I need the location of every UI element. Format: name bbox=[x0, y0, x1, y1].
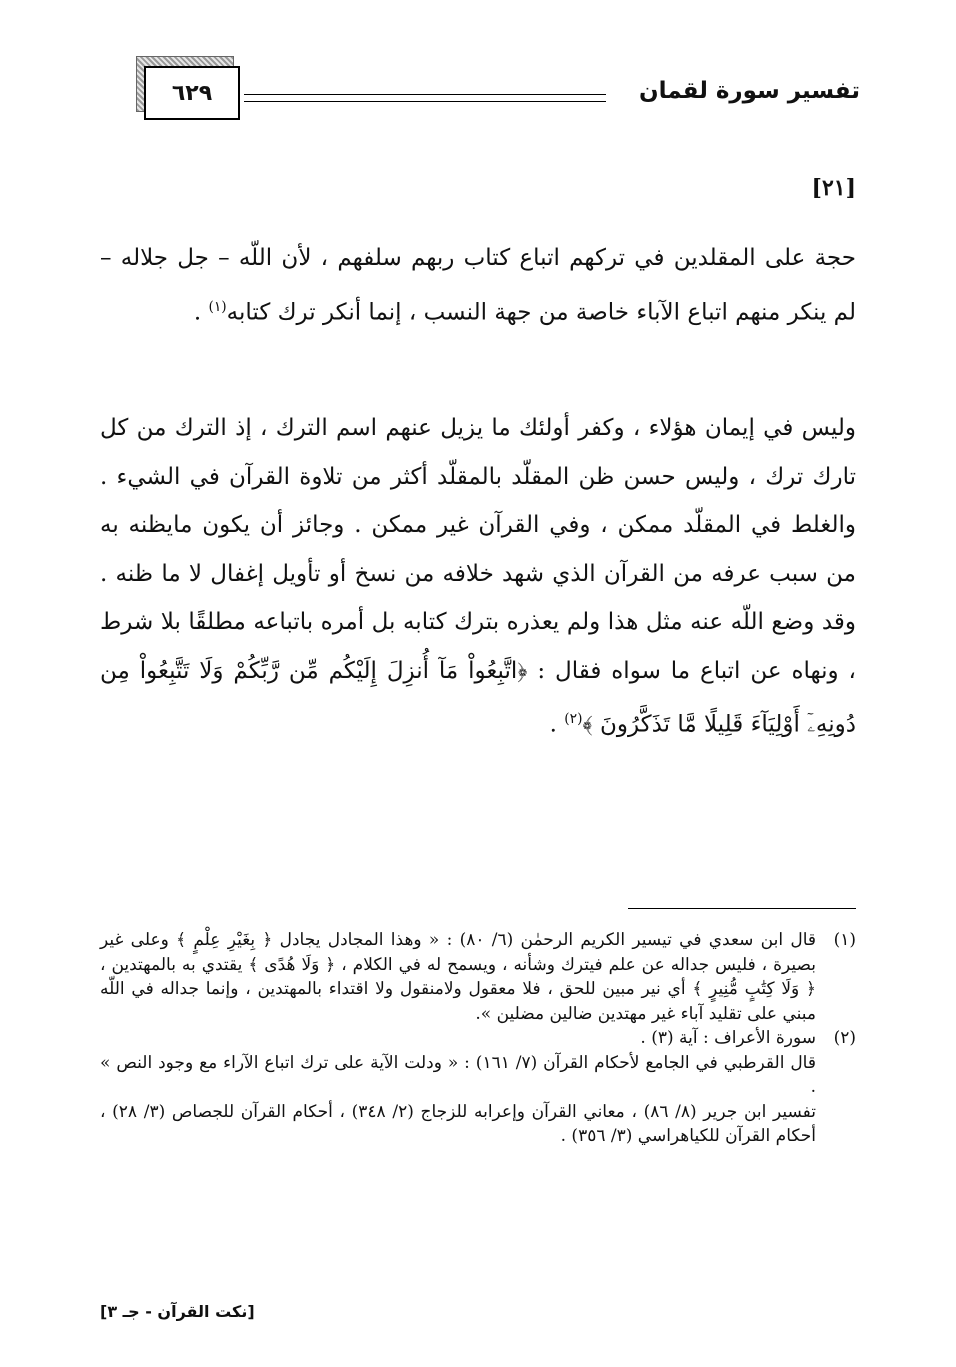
paragraph-1 bbox=[100, 234, 856, 337]
page-number-box bbox=[144, 66, 240, 120]
paragraph-2-tail: . bbox=[549, 711, 565, 738]
footnote-1 bbox=[100, 928, 856, 1026]
page-number: ٦٢٩ bbox=[171, 80, 213, 106]
footnote-2-line-3: تفسير ابن جرير (٨/ ٨٦) ، معاني القرآن وإعرابه للزجاج (٢/ ٣٤٨) ، أحكام القرآن للجصاص (٣/ ٢٨) ، أحكام القرآن للكياهراسي (٣/ ٣٥٦) . bbox=[100, 1101, 817, 1146]
footnote-1-body bbox=[100, 928, 816, 1026]
footnotes bbox=[100, 928, 856, 1149]
paragraph-1-text: حجة على المقلدين في تركهم اتباع كتاب ربهم سلفهم ، لأن اللّه – جل جلاله – لم ينكر منهم اتباع الآباء خاصة من جهة النسب ، إنما أنكر ترك كتابه bbox=[100, 245, 856, 326]
section-number: [٢١] bbox=[811, 175, 856, 201]
footnote-2-line-2: قال القرطبي في الجامع لأحكام القرآن (٧/ ١٦١) : « ودلت الآية على ترك اتباع الآراء مع وجود النص » . bbox=[100, 1052, 816, 1097]
footnote-2 bbox=[100, 1026, 856, 1149]
footnote-ref-1: (١) bbox=[208, 298, 227, 315]
footnote-2-number: (٢) bbox=[833, 1028, 856, 1048]
footnote-2-body bbox=[100, 1026, 816, 1149]
running-header-title: تفسير سورة لقمان bbox=[638, 78, 860, 104]
header-double-rule bbox=[244, 94, 606, 102]
paragraph-2 bbox=[100, 404, 856, 749]
paragraph-1-tail: . bbox=[193, 299, 209, 326]
footnote-2-line-1: سورة الأعراف : آية (٣) . bbox=[640, 1028, 816, 1048]
footnote-ref-2: (٢) bbox=[564, 711, 583, 727]
paragraph-2-text: وليس في إيمان هؤلاء ، وكفر أولئك ما يزيل عنهم اسم الترك ، إذ الترك من كل تارك ترك ، وليس حسن ظن المقلّد بالمقلّد أكثر من تلاوة القرآن في الشيء . والغلط في المقلّد ممكن ، وفي القرآن غير ممكن . وجائز أن يكون مايظنه به من سبب عرفه من القرآن الذي شهد خلافه من نسخ أو تأويل إغفال لا ما ظنه . وقد وضع اللّه عنه مثل هذا ولم يعذره بترك كتابه بل أمره باتباعه مطلقًا بلا شرط ، ونهاه عن اتباع ما سواه فقال : ﴿اتَّبِعُواْ مَآ أُنزِلَ إِلَيْكُم مِّن رَّبِّكُمْ وَلَا تَتَّبِعُواْ مِن دُونِهِۦٓ أَوْلِيَآءَ قَلِيلًا مَّا تَذَكَّرُونَ ﴾ bbox=[100, 415, 856, 738]
footnote-separator bbox=[628, 908, 856, 909]
bottom-signature-ref: [نكت القرآن - جـ ٣] bbox=[100, 1302, 255, 1321]
footnote-1-line: قال ابن سعدي في تيسير الكريم الرحمٰن (٦/ ٨٠) : « وهذا المجادل يجادل ﴿ بِغَيْرِ عِلْمٍ ﴾ وعلى غير بصيرة ، فليس جداله عن علم فيترك وشأنه ، ويسمح له في الكلام ، ﴿ وَلَا هُدًى ﴾ يقتدي به بالمهتدين ، ﴿ وَلَا كِتَٰبٍ مُّنِيرٍ ﴾ أي نير مبين للحق ، فلا معقول ولامنقول ولا اقتداء بالمهتدين ، وإنما جداله في اللّه مبني على تقليد آباء غير مهتدين ضالين مضلين ». bbox=[100, 930, 817, 1024]
footnote-1-number: (١) bbox=[833, 930, 856, 950]
